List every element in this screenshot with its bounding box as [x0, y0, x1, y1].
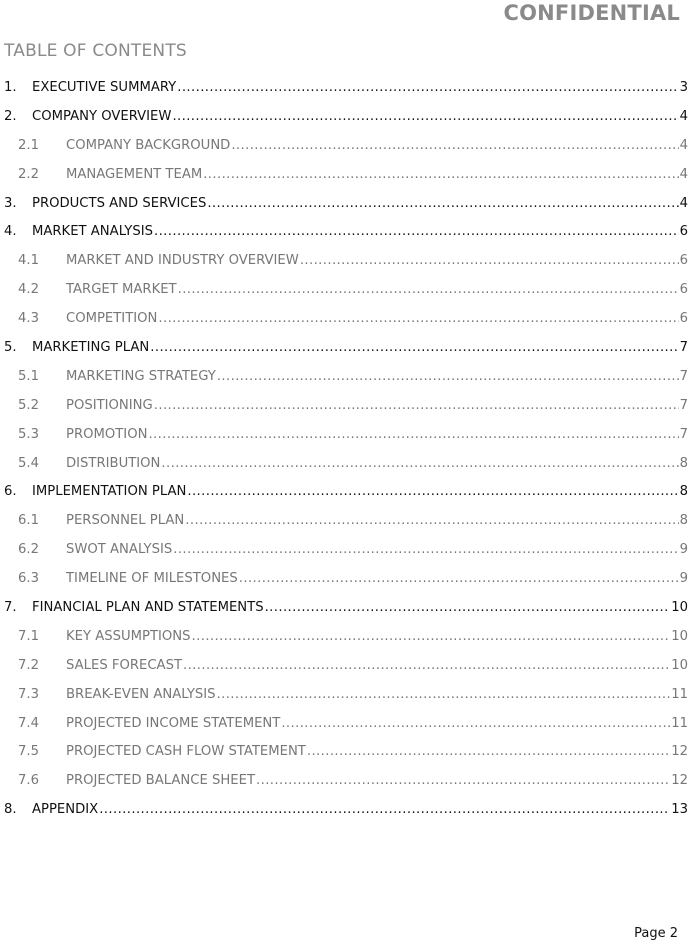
toc-entry-page: 11: [671, 686, 688, 702]
toc-entry[interactable]: [4, 652, 688, 681]
toc-entry-number: 7.: [4, 600, 17, 616]
toc-entry[interactable]: [4, 392, 688, 421]
confidential-label: CONFIDENTIAL: [503, 1, 680, 25]
page-number: Page 2: [634, 926, 678, 941]
toc-entry-number: 7.2: [18, 657, 39, 673]
toc-entry[interactable]: [4, 478, 688, 507]
toc-entry-number: 7.3: [18, 686, 39, 702]
toc-entry-number: 7.6: [18, 773, 39, 789]
toc-entry-number: 2.2: [18, 166, 39, 182]
toc-entry[interactable]: [4, 276, 688, 305]
toc-entry-page: 6: [679, 224, 688, 240]
toc-entry-number: 7.1: [18, 628, 39, 644]
toc-entry-title: FINANCIAL PLAN AND STATEMENTS: [32, 600, 264, 616]
toc-entry[interactable]: [4, 247, 688, 276]
toc-entry-number: 3.: [4, 195, 17, 211]
toc-entry-page: 12: [671, 744, 688, 760]
toc-entry-page: 6: [679, 253, 688, 269]
toc-entry-title: IMPLEMENTATION PLAN: [32, 484, 187, 500]
toc-dot-leader: [183, 652, 670, 681]
toc-entry-page: 10: [671, 628, 688, 644]
toc-entry-page: 10: [671, 600, 688, 616]
toc-entry[interactable]: [4, 363, 688, 392]
toc-entry-number: 1.: [4, 80, 17, 95]
toc-entry-number: 4.1: [18, 253, 39, 269]
toc-entry-title: APPENDIX: [32, 802, 99, 818]
toc-list: [4, 74, 688, 825]
toc-entry[interactable]: [4, 218, 688, 247]
toc-entry-page: 7: [679, 397, 688, 413]
toc-entry-title: POSITIONING: [66, 397, 153, 413]
toc-entry-title: EXECUTIVE SUMMARY: [32, 80, 177, 95]
toc-entry-page: 3: [679, 80, 688, 95]
toc-entry-title: COMPANY BACKGROUND: [66, 137, 231, 153]
toc-dot-leader: [203, 161, 678, 190]
toc-dot-leader: [158, 305, 678, 334]
toc-entry-number: 5.2: [18, 397, 39, 413]
toc-entry-title: PRODUCTS AND SERVICES: [32, 195, 207, 211]
toc-entry-title: SWOT ANALYSIS: [66, 542, 173, 558]
toc-entry-number: 7.5: [18, 744, 39, 760]
toc-dot-leader: [265, 594, 671, 623]
toc-entry[interactable]: [4, 132, 688, 161]
toc-entry[interactable]: [4, 738, 688, 767]
toc-entry-page: 8: [679, 513, 688, 529]
toc-entry[interactable]: [4, 421, 688, 450]
toc-entry-number: 2.: [4, 108, 17, 124]
toc-entry-title: COMPANY OVERVIEW: [32, 108, 172, 124]
toc-entry-page: 9: [679, 542, 688, 558]
toc-entry-page: 12: [671, 773, 688, 789]
toc-entry-title: TIMELINE OF MILESTONES: [66, 571, 238, 587]
toc-dot-leader: [178, 276, 679, 305]
toc-dot-leader: [307, 738, 670, 767]
toc-entry[interactable]: [4, 305, 688, 334]
toc-entry-number: 4.3: [18, 311, 39, 327]
toc-entry-number: 8.: [4, 802, 17, 818]
toc-entry[interactable]: [4, 796, 688, 825]
toc-entry-number: 7.4: [18, 715, 39, 731]
toc-entry-number: 5.3: [18, 426, 39, 442]
toc-dot-leader: [207, 190, 678, 219]
toc-entry-title: BREAK-EVEN ANALYSIS: [66, 686, 216, 702]
toc-entry-number: 6.2: [18, 542, 39, 558]
toc-entry[interactable]: [4, 507, 688, 536]
toc-entry[interactable]: [4, 334, 688, 363]
toc-dot-leader: [300, 247, 679, 276]
toc-entry[interactable]: [4, 161, 688, 190]
toc-entry-page: 4: [679, 166, 688, 182]
toc-entry-title: COMPETITION: [66, 311, 158, 327]
toc-entry-number: 6.: [4, 484, 17, 500]
toc-dot-leader: [256, 767, 670, 796]
toc-entry[interactable]: [4, 623, 688, 652]
toc-entry-title: MANAGEMENT TEAM: [66, 166, 203, 182]
toc-entry[interactable]: [4, 190, 688, 219]
toc-entry-page: 4: [679, 108, 688, 124]
toc-entry-title: MARKETING STRATEGY: [66, 368, 216, 384]
toc-entry-title: MARKETING PLAN: [32, 340, 150, 356]
toc-entry[interactable]: [4, 103, 688, 132]
toc-entry-page: 6: [679, 282, 688, 298]
toc-entry-title: MARKET AND INDUSTRY OVERVIEW: [66, 253, 299, 269]
toc-entry-page: 4: [679, 195, 688, 211]
toc-dot-leader: [192, 623, 671, 652]
toc-entry-page: 10: [671, 657, 688, 673]
toc-entry[interactable]: [4, 74, 688, 103]
toc-entry-title: PERSONNEL PLAN: [66, 513, 185, 529]
toc-entry-number: 5.1: [18, 368, 39, 384]
toc-entry-number: 4.: [4, 224, 17, 240]
toc-entry[interactable]: [4, 594, 688, 623]
toc-entry-page: 4: [679, 137, 688, 153]
toc-entry-number: 6.3: [18, 571, 39, 587]
toc-dot-leader: [99, 796, 670, 825]
toc-entry-title: DISTRIBUTION: [66, 455, 161, 471]
toc-heading: TABLE OF CONTENTS: [4, 41, 187, 61]
toc-entry-title: PROJECTED INCOME STATEMENT: [66, 715, 281, 731]
toc-dot-leader: [177, 74, 678, 103]
toc-dot-leader: [187, 478, 678, 507]
toc-dot-leader: [281, 710, 670, 739]
toc-entry-title: MARKET ANALYSIS: [32, 224, 153, 240]
toc-dot-leader: [173, 536, 678, 565]
toc-entry-page: 7: [679, 426, 688, 442]
toc-entry-number: 5.: [4, 340, 17, 356]
toc-entry[interactable]: [4, 710, 688, 739]
toc-dot-leader: [154, 392, 679, 421]
toc-entry-number: 5.4: [18, 455, 39, 471]
toc-entry-page: 8: [679, 484, 688, 500]
toc-entry-page: 7: [679, 340, 688, 356]
toc-dot-leader: [185, 507, 678, 536]
toc-entry[interactable]: [4, 536, 688, 565]
toc-entry-page: 7: [679, 368, 688, 384]
toc-dot-leader: [217, 363, 679, 392]
toc-entry[interactable]: [4, 767, 688, 796]
toc-entry-page: 6: [679, 311, 688, 327]
toc-dot-leader: [239, 565, 679, 594]
toc-entry-page: 9: [679, 571, 688, 587]
toc-dot-leader: [217, 681, 671, 710]
toc-dot-leader: [154, 218, 679, 247]
toc-entry[interactable]: [4, 450, 688, 479]
toc-entry-number: 4.2: [18, 282, 39, 298]
toc-entry-page: 13: [671, 802, 688, 818]
toc-dot-leader: [172, 103, 678, 132]
toc-entry-number: 6.1: [18, 513, 39, 529]
toc-entry-page: 8: [679, 455, 688, 471]
toc-entry-number: 2.1: [18, 137, 39, 153]
toc-entry-title: SALES FORECAST: [66, 657, 182, 673]
toc-entry[interactable]: [4, 681, 688, 710]
toc-entry-title: PROJECTED BALANCE SHEET: [66, 773, 256, 789]
toc-entry-title: TARGET MARKET: [66, 282, 177, 298]
toc-entry-page: 11: [671, 715, 688, 731]
toc-dot-leader: [231, 132, 678, 161]
toc-entry[interactable]: [4, 565, 688, 594]
toc-entry-title: PROJECTED CASH FLOW STATEMENT: [66, 744, 306, 760]
toc-dot-leader: [148, 421, 678, 450]
toc-dot-leader: [150, 334, 678, 363]
toc-dot-leader: [161, 450, 678, 479]
toc-entry-title: KEY ASSUMPTIONS: [66, 628, 191, 644]
toc-entry-title: PROMOTION: [66, 426, 148, 442]
